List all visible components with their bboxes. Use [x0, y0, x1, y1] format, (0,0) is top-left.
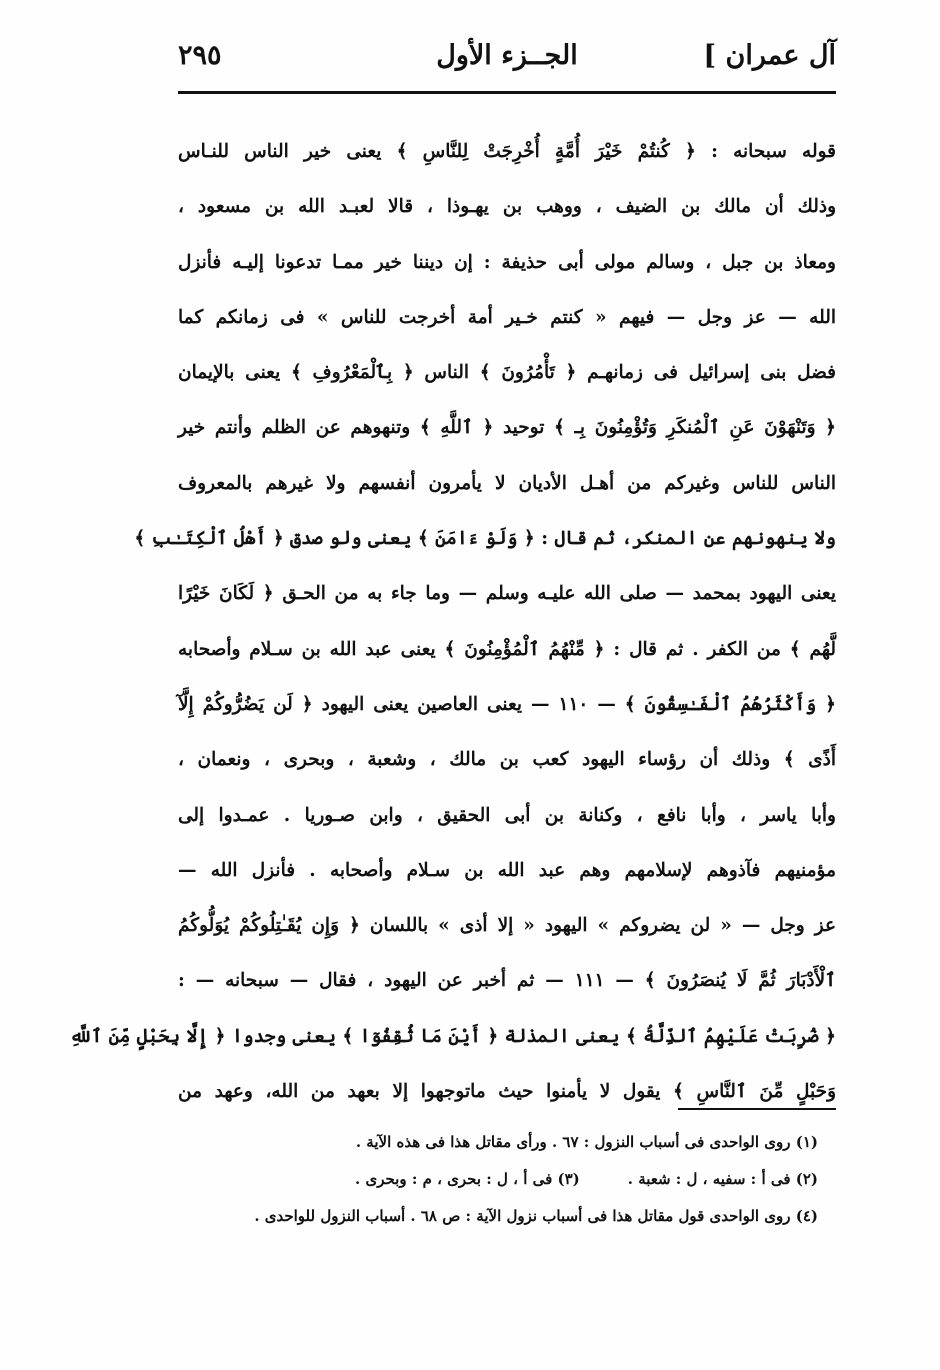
text-line: وأبا ياسر ، وأبا نافع ، وكنانة بن أبى الحقيق ، وابن صـوريا . عمـدوا إلى [178, 804, 836, 826]
text-line: أَذًى ﴾ وذلك أن رؤساء اليهود كعب بن مالك ، وشعبة ، وبحرى ، ونعمان ، [178, 749, 836, 771]
text-line: عز وجل — « لن يضروكم » اليهود « إلا أذى » باللسان ﴿ وَإِن يُقَـٰتِلُوكُمْ يُوَلُّوكُمُ [178, 915, 836, 937]
footnote-2: (٢) فى أ : سفيه ، ل : شعبة . [627, 1170, 818, 1188]
text-line: الله — عز وجل — فيهم « كنتم خـير أمة أخرجت للناس » فى زمانكم كما [178, 306, 836, 328]
text-line: يعنى اليهود بمحمد — صلى الله عليـه وسلم — وما جاء به من الحـق ﴿ لَكَانَ خَيْرًا [178, 583, 836, 605]
footnote-row [178, 1161, 818, 1198]
text-line: لَّهُم ﴾ من الكفر . ثم قال : ﴿ مِّنْهُمُ ٱلْمُؤْمِنُونَ ﴾ يعنى عبد الله بن سـلام وأصحابه [178, 638, 836, 660]
text-line: الناس للناس وغيركم من أهـل الأديان لا يأمرون أنفسهم ولا غيرهم بالمعروف [178, 472, 836, 494]
text-line: ولا ينهونهم عن المنكر، ثم قال : ﴿ وَلَوْ ءَامَنَ ﴾ يعنى ولو صدق ﴿ أَهْلُ ٱلْكِتَـٰبِ ﴾ [134, 528, 836, 550]
page-header [178, 40, 836, 88]
text-line: قوله سبحانه : ﴿ كُنتُمْ خَيْرَ أُمَّةٍ أُخْرِجَتْ لِلنَّاسِ ﴾ يعنى خير الناس للنـاس [178, 141, 836, 162]
part-title: الجــزء الأول [436, 40, 578, 71]
footnotes [178, 1124, 818, 1235]
footnote-1: (١) روى الواحدى فى أسباب النزول : ٦٧ . ورأى مقاتل هذا فى هذه الآية . [355, 1133, 818, 1151]
header-divider [178, 91, 836, 94]
text-line: ﴿ ضُرِبَتْ عَلَيْهِمُ ٱلذِّلَّةُ ﴾ يعنى المذلة ﴿ أَيْنَ مَا ثُقِفُوٓا ﴾ يعنى وجدوا ﴿ إِلَّا بِحَبْلٍ مِّنَ ٱللَّهِ [69, 1025, 836, 1047]
text-line: مؤمنيهم فآذوهم لإسلامهم وهم عبد الله بن سـلام وأصحابه . فأنزل الله — [178, 859, 836, 881]
surah-title: آل عمران ] [703, 40, 836, 71]
text-line: وَحَبْلٍ مِّنَ ٱلنَّاسِ ﴾ يقول لا يأمنوا حيث ماتوجهوا إلا بعهد من الله، وعهد من [178, 1081, 836, 1103]
text-line: وذلك أن مالك بن الضيف ، ووهب بن يهـوذا ، قالا لعبـد الله بن مسعود ، [178, 196, 837, 218]
page-number: ٢٩٥ [178, 40, 222, 71]
commentary-text [69, 124, 837, 1119]
text-line: ومعاذ بن جبل ، وسالم مولى أبى حذيفة : إن ديننا خير ممـا تدعونا إليـه فأنزل [178, 251, 836, 273]
text-line: ﴿ وَتَنْهَوْنَ عَنِ ٱلْمُنكَرِ وَتُؤْمِنُونَ بِـ ﴾ توحيد ﴿ ٱللَّهِ ﴾ وتنهوهم عن الظلم وأنتم خير [178, 417, 836, 439]
text-line: فضل بنى إسرائيل فى زمانهـم ﴿ تَأْمُرُونَ ﴾ الناس ﴿ بِٱلْمَعْرُوفِ ﴾ يعنى بالإيمان [178, 362, 836, 384]
footnote-divider [678, 1108, 836, 1110]
text-line: ٱلْأَدْبَارَ ثُمَّ لَا يُنصَرُونَ ﴾ — ١١١ — ثم أخبر عن اليهود ، فقال — سبحانه — : [178, 970, 836, 992]
text-line: ﴿ وَأَكْثَرُهُمُ ٱلْفَـٰسِقُونَ ﴾ — ١١٠ — يعنى العاصين يعنى اليهود ﴿ لَن يَضُرُّوكُمْ إِلَّآ [178, 693, 836, 715]
footnote-4: (٤) روى الواحدى قول مقاتل هذا فى أسباب نزول الآية : ص ٦٨ . أسباب النزول للواحدى . [254, 1207, 818, 1225]
footnote-3: (٣) فى أ ، ل : بحرى ، م : وبحرى . [355, 1170, 580, 1188]
